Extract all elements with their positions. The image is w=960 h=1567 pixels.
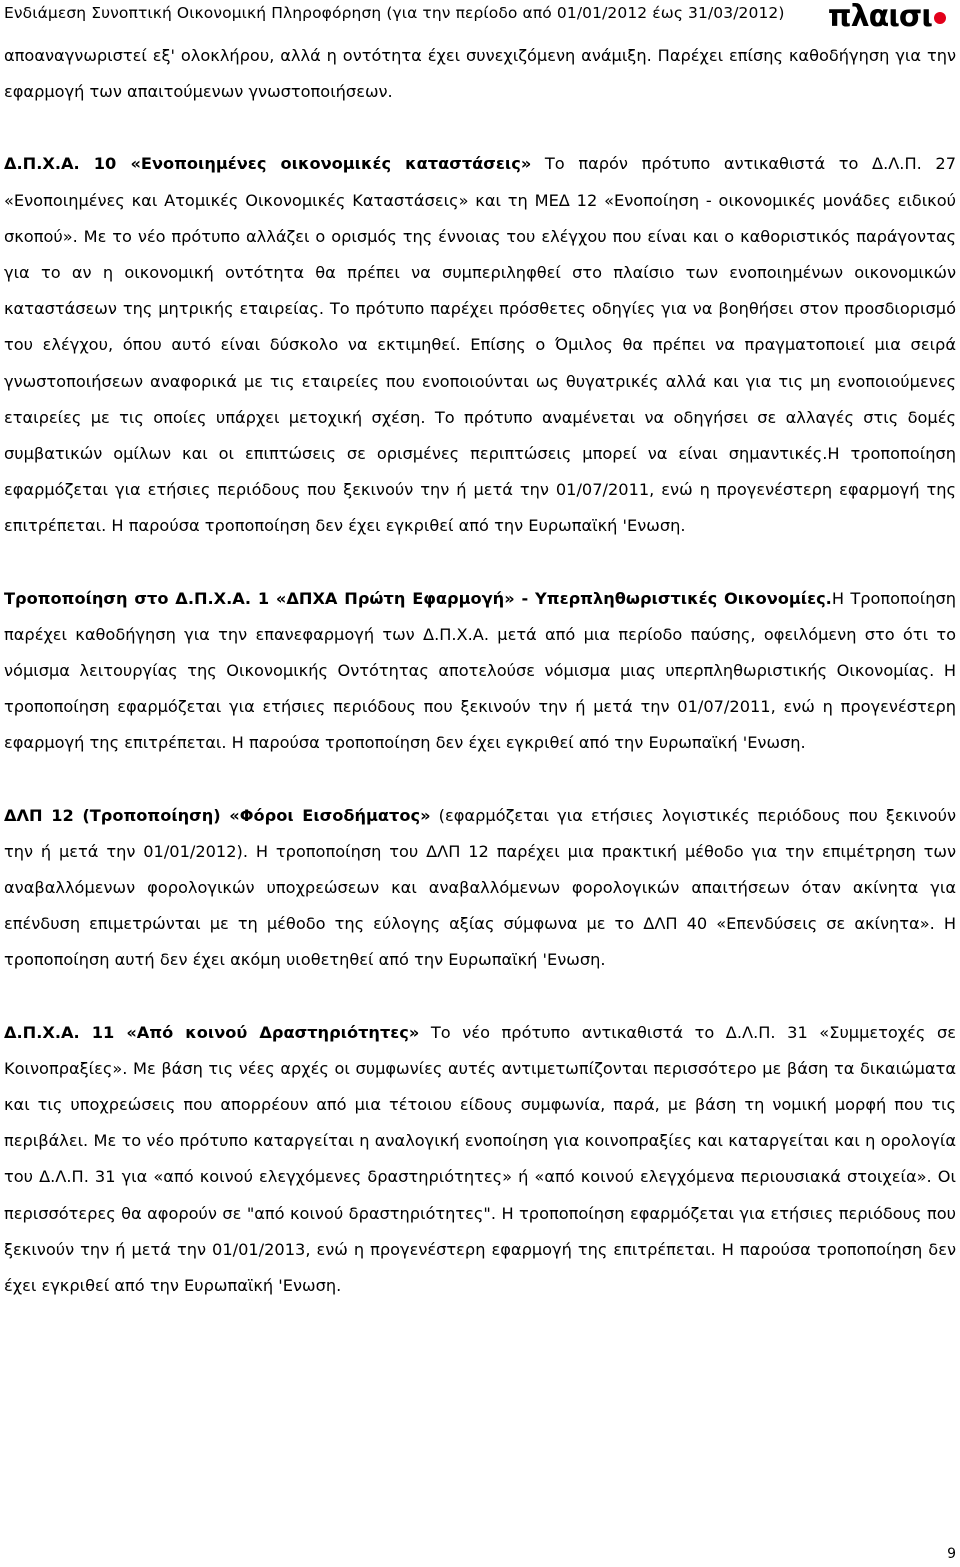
- header-title: Ενδιάμεση Συνοπτική Οικονομική Πληροφόρηση (για την περίοδο από 01/01/2012 έως 31/03/2012): [4, 4, 785, 22]
- paragraph-heading: Δ.Π.Χ.Α. 10 «Ενοποιημένες οικονομικές καταστάσεις»: [4, 154, 532, 174]
- paragraph-heading: ΔΛΠ 12 (Τροποποίηση) «Φόροι Εισοδήματος»: [4, 805, 431, 825]
- paragraph-text: Το νέο πρότυπο αντικαθιστά το Δ.Λ.Π. 31 «Συμμετοχές σε Κοινοπραξίες». Με βάση τις νέες αρχές οι συμφωνίες αυτές αντιμετωπίζονται περισσότερο με βάση τα δικαιώματα και τις υποχρεώσεις που απορρέουν από μια τέτοιου είδους συμφωνία, παρά, με βάση τη νομική μορφή που τις περιβάλει. Με το νέο πρότυπο καταργείται η αναλογική ενοποίηση για κοινοπραξίες και καταργείται και η ορολογία του Δ.Λ.Π. 31 για «από κοινού ελεγχόμενες δραστηριότητες» ή «από κοινού ελεγχόμενα περιουσιακά στοιχεία». Οι περισσότερες θα αφορούν σε "από κοινού δραστηριότητες". Η τροποποίηση εφαρμόζεται για ετήσιες περιόδους που ξεκινούν την ή μετά την 01/01/2013, ενώ η προγενέστερη εφαρμογή της επιτρέπεται. Η παρούσα τροποποίηση δεν έχει εγκριθεί από την Ευρωπαϊκή 'Ενωση.: [4, 1022, 956, 1296]
- paragraph-continuation: [4, 38, 956, 110]
- spacer: [4, 762, 956, 798]
- spacer: [4, 110, 956, 146]
- document-body: [4, 38, 956, 1304]
- paragraph-heading: Τροποποίηση στο Δ.Π.Χ.Α. 1 «ΔΠΧΑ Πρώτη Εφαρμογή» - Υπερπληθωριστικές Οικονομίες.: [4, 588, 832, 608]
- page-header: [0, 0, 960, 36]
- paragraph-text: (εφαρμόζεται για ετήσιες λογιστικές περιόδους που ξεκινούν την ή μετά την 01/01/2012). Η τροποποίηση του ΔΛΠ 12 παρέχει μια πρακτική μέθοδο για την επιμέτρηση των αναβαλλόμενων φορολογικών υποχρεώσεων και αναβαλλόμενων φορολογικών απαιτήσεων όταν ακίνητα για επένδυση επιμετρώνται με τη μέθοδο της εύλογης αξίας σύμφωνα με το ΔΛΠ 40 «Επενδύσεις σε ακίνητα». Η τροποποίηση αυτή δεν έχει ακόμη υιοθετηθεί από την Ευρωπαϊκή 'Ενωση.: [4, 805, 956, 970]
- paragraph-text: αποαναγνωριστεί εξ' ολοκλήρου, αλλά η οντότητα έχει συνεχιζόμενη ανάμιξη. Παρέχει επίσης καθοδήγηση για την εφαρμογή των απαιτούμενων γνωστοποιήσεων.: [4, 46, 956, 102]
- logo-dot-icon: [934, 12, 946, 24]
- company-logo: [828, 2, 946, 32]
- logo-text: πλαισι: [827, 0, 932, 34]
- paragraph-text: Η Τροποποίηση παρέχει καθοδήγηση για την επανεφαρμογή των Δ.Π.Χ.Α. μετά από μια περίοδο παύσης, οφειλόμενη στο ότι το νόμισμα λειτουργίας της Οικονομικής Οντότητας αποτελούσε νόμισμα μιας υπερπληθωριστικής Οικονομίας. Η τροποποίηση εφαρμόζεται για ετήσιες περιόδους που ξεκινούν την ή μετά την 01/07/2011, ενώ η προγενέστερη εφαρμογή της επιτρέπεται. Η παρούσα τροποποίηση δεν έχει εγκριθεί από την Ευρωπαϊκή 'Ενωση.: [4, 588, 956, 753]
- paragraph-ias-12: [4, 798, 956, 979]
- paragraph-ifrs-11: [4, 1015, 956, 1305]
- paragraph-text: Το παρόν πρότυπο αντικαθιστά το Δ.Λ.Π. 27 «Ενοποιημένες και Ατομικές Οικονομικές Καταστάσεις» και τη ΜΕΔ 12 «Ενοποίηση - οικονομικές μονάδες ειδικού σκοπού». Με το νέο πρότυπο αλλάζει ο ορισμός της έννοιας του ελέγχου που είναι και ο καθοριστικός παράγοντας για το αν η οικονομική οντότητα θα πρέπει να συμπεριληφθεί στο πλαίσιο των ενοποιημένων οικονομικών καταστάσεων της μητρικής εταιρείας. Το πρότυπο παρέχει πρόσθετες οδηγίες για να βοηθήσει στον προσδιορισμό του ελέγχου, όπου αυτό είναι δύσκολο να εκτιμηθεί. Επίσης ο Όμιλος θα πρέπει να πραγματοποιεί μια σειρά γνωστοποιήσεων αναφορικά με τις εταιρείες που ενοποιούνται ως θυγατρικές αλλά και για τις μη ενοποιούμενες εταιρείες με τις οποίες υπάρχει μετοχική σχέση. Το πρότυπο αναμένεται να οδηγήσει σε αλλαγές στις δομές συμβατικών ομίλων και οι επιπτώσεις σε ορισμένες περιπτώσεις μπορεί να είναι σημαντικές.Η τροποποίηση εφαρμόζεται για ετήσιες περιόδους που ξεκινούν την ή μετά την 01/07/2011, ενώ η προγενέστερη εφαρμογή της επιτρέπεται. Η παρούσα τροποποίηση δεν έχει εγκριθεί από την Ευρωπαϊκή 'Ενωση.: [4, 154, 956, 536]
- spacer: [4, 979, 956, 1015]
- paragraph-ifrs-10: [4, 146, 956, 544]
- spacer: [4, 545, 956, 581]
- paragraph-heading: Δ.Π.Χ.Α. 11 «Από κοινού Δραστηριότητες»: [4, 1022, 420, 1042]
- paragraph-ifrs-1-amendment: [4, 581, 956, 762]
- page-number: 9: [947, 1546, 956, 1562]
